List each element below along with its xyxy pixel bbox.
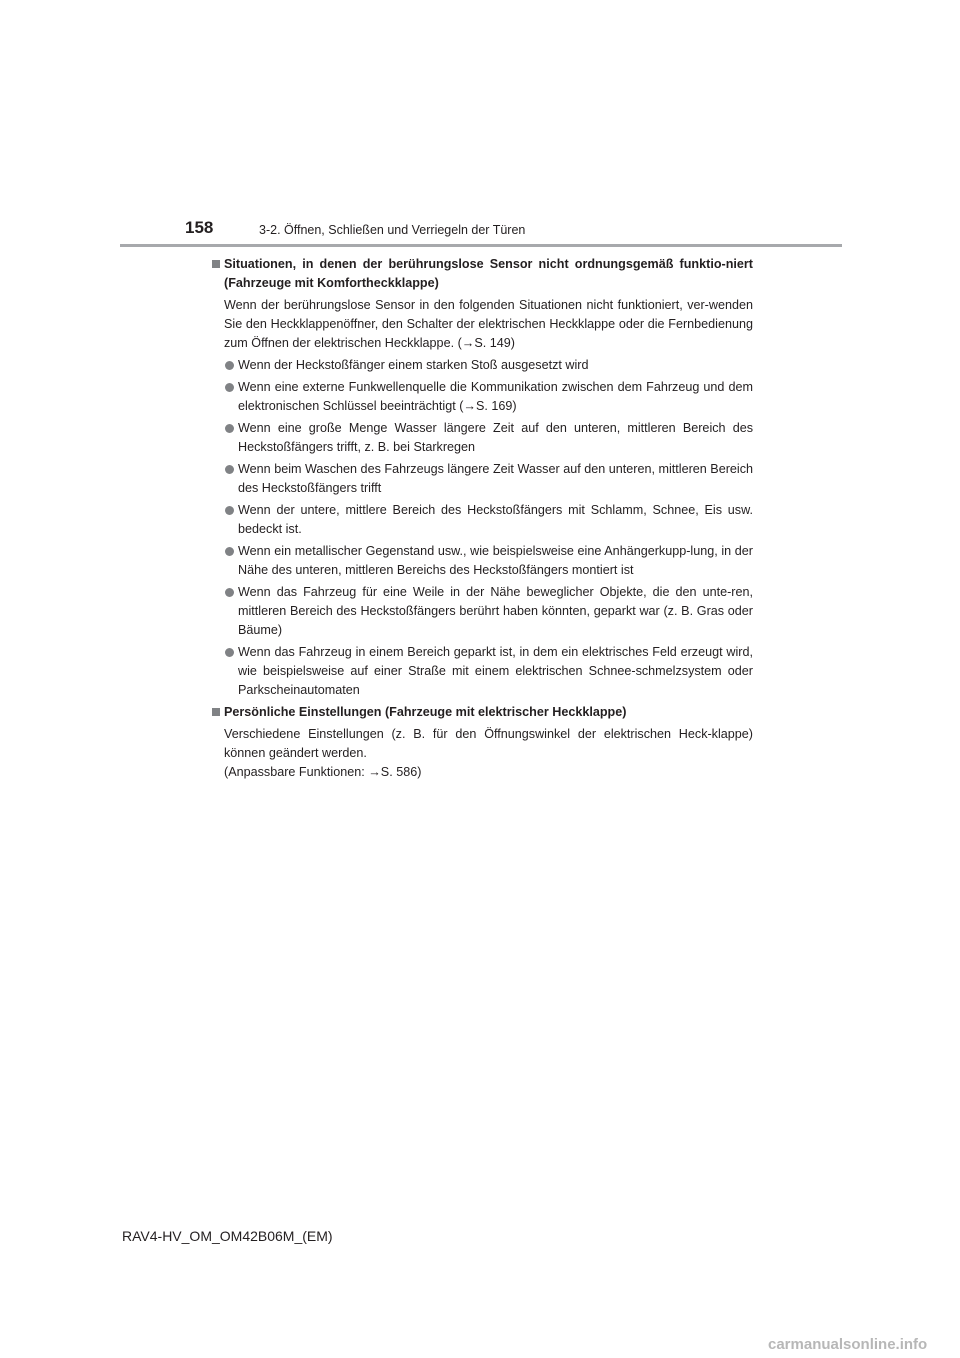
section-heading-text: Situationen, in denen der berührungslose Sensor nicht ordnungsgemäß funktio-niert (Fahrzeuge mit Komfortheckklappe) — [224, 257, 753, 290]
circle-bullet-icon — [225, 465, 234, 474]
watermark: carmanualsonline.info — [768, 1336, 928, 1353]
section-heading — [211, 255, 753, 293]
list-item — [211, 583, 753, 640]
document-code: RAV4-HV_OM_OM42B06M_(EM) — [122, 1228, 333, 1244]
list-item-text: Wenn das Fahrzeug in einem Bereich geparkt ist, in dem ein elektrisches Feld erzeugt wird, wie beispielsweise auf einer Straße mit einem elektrischen Schnee-schmelzsystem oder Parkscheinautomaten — [238, 645, 753, 697]
page-content — [211, 255, 753, 782]
circle-bullet-icon — [225, 547, 234, 556]
section-intro: Wenn der berührungslose Sensor in den folgenden Situationen nicht funktioniert, ver-wenden Sie den Heckklappenöffner, den Schalter der elektrischen Heckklappe oder die Fernbedienung zum Öffnen der elektrischen Heckklappe. (→S. 149) — [224, 298, 753, 350]
circle-bullet-icon — [225, 648, 234, 657]
list-item — [211, 378, 753, 416]
circle-bullet-icon — [225, 506, 234, 515]
list-item-text: Wenn der Heckstoßfänger einem starken Stoß ausgesetzt wird — [238, 358, 589, 372]
list-item — [211, 356, 753, 375]
header-rule — [120, 244, 842, 247]
list-item-text: Wenn beim Waschen des Fahrzeugs längere Zeit Wasser auf den unteren, mittleren Bereich des Heckstoßfängers trifft — [238, 462, 753, 495]
square-bullet-icon — [212, 260, 220, 268]
page-number: 158 — [185, 218, 214, 237]
list-item-text: Wenn ein metallischer Gegenstand usw., wie beispielsweise eine Anhängerkupp-lung, in der Nähe des unteren, mittleren Bereichs des Heckstoßfängers montiert ist — [238, 544, 753, 577]
circle-bullet-icon — [225, 361, 234, 370]
list-item-text: Wenn der untere, mittlere Bereich des Heckstoßfängers mit Schlamm, Schnee, Eis usw. bedeckt ist. — [238, 503, 753, 536]
circle-bullet-icon — [225, 383, 234, 392]
list-item — [211, 542, 753, 580]
circle-bullet-icon — [225, 588, 234, 597]
section-text: Verschiedene Einstellungen (z. B. für den Öffnungswinkel der elektrischen Heck-klappe) können geändert werden. — [224, 727, 753, 760]
section-title: 3-2. Öffnen, Schließen und Verriegeln der Türen — [259, 223, 526, 237]
section-heading-text: Persönliche Einstellungen (Fahrzeuge mit elektrischer Heckklappe) — [224, 705, 627, 719]
list-item — [211, 501, 753, 539]
list-item-text: Wenn das Fahrzeug für eine Weile in der Nähe beweglicher Objekte, die den unte-ren, mittleren Bereich des Heckstoßfängers berührt haben könnten, geparkt war (z. B. Gras oder Bäume) — [238, 585, 753, 637]
square-bullet-icon — [212, 708, 220, 716]
section-text-reference: (Anpassbare Funktionen: →S. 586) — [224, 765, 422, 779]
section-heading — [211, 703, 753, 722]
list-item — [211, 643, 753, 700]
list-item — [211, 460, 753, 498]
list-item-text: Wenn eine externe Funkwellenquelle die Kommunikation zwischen dem Fahrzeug und dem elektronischen Schlüssel beeinträchtigt (→S. 169) — [238, 380, 753, 413]
list-item-text: Wenn eine große Menge Wasser längere Zeit auf den unteren, mittleren Bereich des Heckstoßfängers trifft, z. B. bei Starkregen — [238, 421, 753, 454]
circle-bullet-icon — [225, 424, 234, 433]
list-item — [211, 419, 753, 457]
